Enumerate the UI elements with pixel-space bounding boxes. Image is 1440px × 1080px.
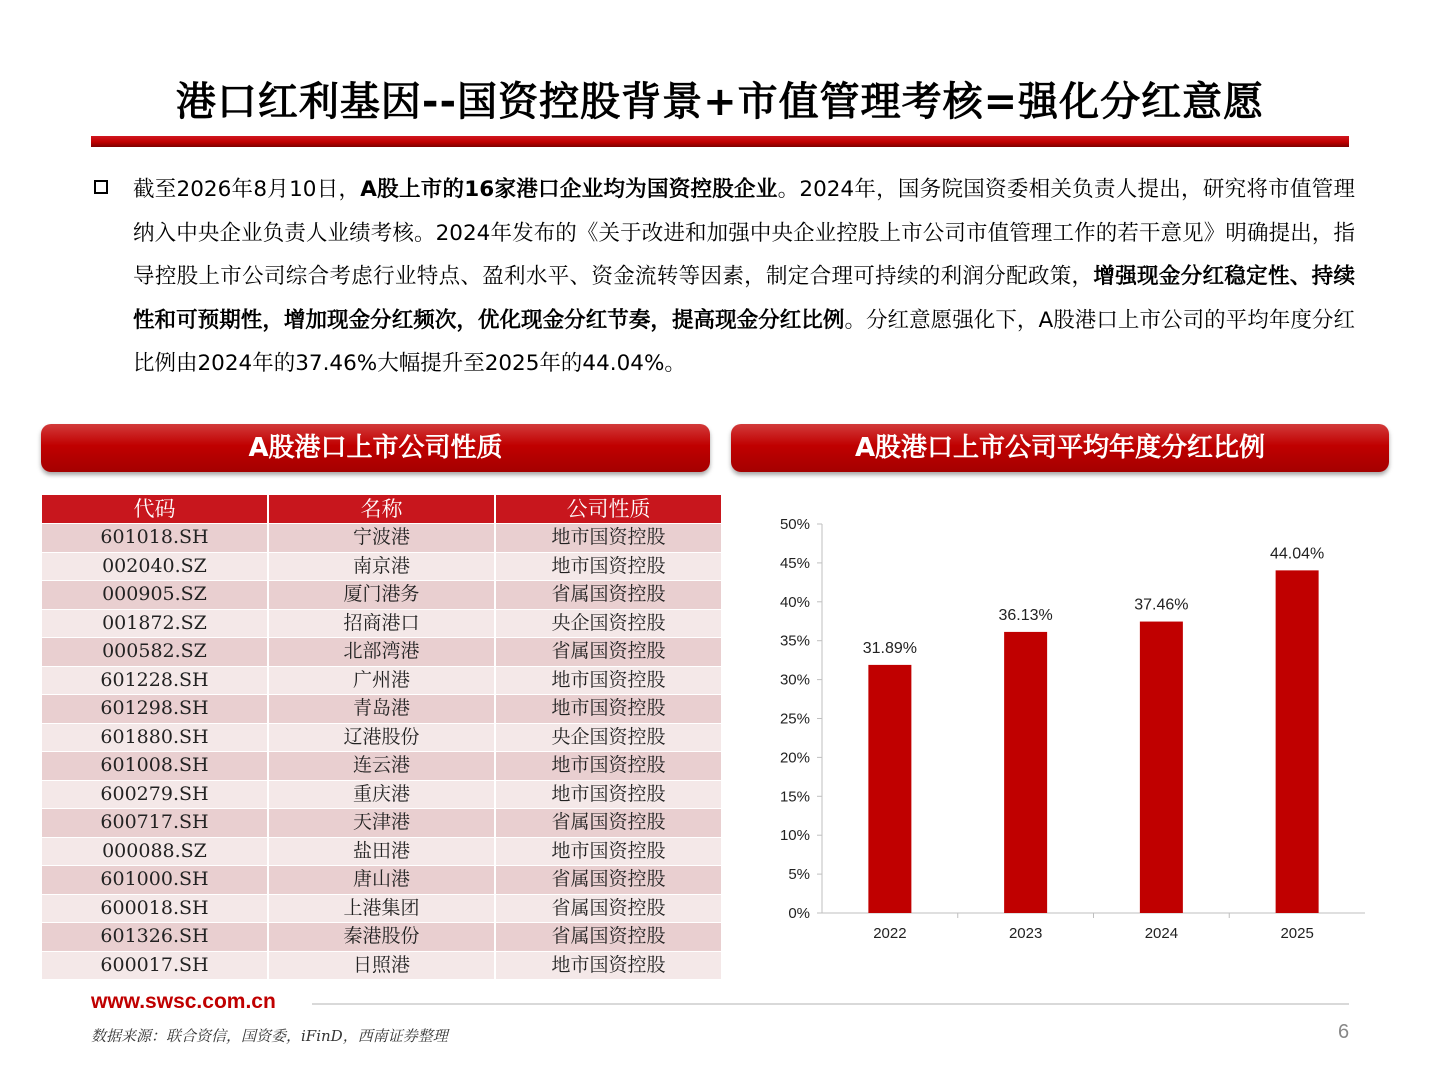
paragraph-bold-2: 增强现金分红稳定性、持续性和可预期性，增加现金分红频次，优化现金分红节奏，提高现金分红比例 (133, 264, 1355, 333)
table-row (42, 866, 721, 895)
y-tick-label: 50% (779, 516, 810, 533)
x-tick-label: 2023 (1008, 925, 1043, 942)
table-row (42, 809, 721, 838)
bar-2024 (1140, 622, 1183, 913)
cell-name: 连云港 (268, 752, 495, 781)
data-label: 44.04% (1269, 545, 1325, 563)
x-tick-label: 2022 (873, 925, 907, 942)
page-number: 6 (1338, 1021, 1350, 1043)
cell-nature: 省属国资控股 (495, 894, 721, 923)
table-row (42, 780, 721, 809)
cell-code: 002040.SZ (42, 552, 268, 581)
table-body (42, 524, 721, 980)
y-tick-label: 40% (779, 593, 810, 611)
cell-name: 唐山港 (268, 866, 495, 895)
cell-nature: 省属国资控股 (495, 809, 721, 838)
cell-nature: 地市国资控股 (495, 695, 721, 724)
table-row (42, 666, 721, 695)
table-row (42, 552, 721, 581)
cell-name: 广州港 (268, 666, 495, 695)
cell-code: 601298.SH (42, 695, 268, 724)
table-row (42, 581, 721, 610)
column-header-nature: 公司性质 (495, 495, 721, 524)
cell-name: 南京港 (268, 552, 495, 581)
title-underline-bar (91, 136, 1349, 147)
table-row (42, 723, 721, 752)
square-bullet-icon (94, 180, 108, 194)
table-row (42, 894, 721, 923)
cell-nature: 省属国资控股 (495, 866, 721, 895)
data-source-note: 数据来源：联合资信，国资委，iFinD，西南证券整理 (91, 1027, 448, 1045)
cell-code: 000582.SZ (42, 638, 268, 667)
x-tick-label: 2024 (1144, 925, 1179, 942)
table-row (42, 923, 721, 952)
data-label: 37.46% (1134, 596, 1189, 614)
cell-name: 上港集团 (268, 894, 495, 923)
bar-2023 (1004, 632, 1047, 913)
company-nature-header: A股港口上市公司性质 (41, 424, 710, 472)
cell-nature: 地市国资控股 (495, 552, 721, 581)
y-tick-label: 0% (788, 905, 810, 922)
cell-nature: 地市国资控股 (495, 951, 721, 979)
table-row (42, 695, 721, 724)
table-row (42, 638, 721, 667)
dividend-ratio-header: A股港口上市公司平均年度分红比例 (731, 424, 1389, 472)
bar-2025 (1276, 570, 1319, 913)
y-tick-label: 15% (779, 788, 810, 806)
y-tick-label: 35% (779, 632, 810, 650)
table-row (42, 609, 721, 638)
cell-name: 天津港 (268, 809, 495, 838)
cell-nature: 地市国资控股 (495, 837, 721, 866)
cell-nature: 地市国资控股 (495, 780, 721, 809)
column-header-name: 名称 (268, 495, 495, 524)
y-tick-label: 20% (779, 749, 810, 767)
y-tick-label: 5% (788, 866, 810, 884)
cell-code: 600717.SH (42, 809, 268, 838)
cell-code: 600279.SH (42, 780, 268, 809)
cell-name: 招商港口 (268, 609, 495, 638)
page-title: 港口红利基因--国资控股背景+市值管理考核=强化分红意愿 (175, 79, 1265, 125)
cell-nature: 地市国资控股 (495, 666, 721, 695)
cell-code: 600017.SH (42, 951, 268, 979)
cell-nature: 省属国资控股 (495, 923, 721, 952)
cell-code: 601880.SH (42, 723, 268, 752)
data-label: 36.13% (998, 606, 1053, 624)
cell-code: 001872.SZ (42, 609, 268, 638)
cell-code: 601228.SH (42, 666, 268, 695)
cell-name: 盐田港 (268, 837, 495, 866)
cell-name: 宁波港 (268, 524, 495, 553)
footer-url: www.swsc.com.cn (91, 990, 276, 1013)
cell-name: 重庆港 (268, 780, 495, 809)
table-row (42, 837, 721, 866)
cell-code: 600018.SH (42, 894, 268, 923)
cell-nature: 地市国资控股 (495, 524, 721, 553)
paragraph-bold-1: A股上市的16家港口企业均为国资控股企业 (360, 177, 778, 202)
cell-name: 秦港股份 (268, 923, 495, 952)
cell-nature: 地市国资控股 (495, 752, 721, 781)
cell-code: 000088.SZ (42, 837, 268, 866)
column-header-code: 代码 (42, 495, 268, 524)
y-tick-label: 10% (779, 827, 810, 845)
cell-name: 青岛港 (268, 695, 495, 724)
cell-nature: 省属国资控股 (495, 638, 721, 667)
footer-divider (312, 1003, 1349, 1005)
paragraph-text-1: 截至2026年8月10日， (133, 177, 361, 202)
x-tick-label: 2025 (1280, 925, 1314, 942)
table-row (42, 752, 721, 781)
dividend-ratio-bar-chart (740, 500, 1380, 960)
cell-code: 601000.SH (42, 866, 268, 895)
data-label: 31.89% (862, 639, 918, 657)
paragraph-text-3: 。分红意愿强化下，A股港口上市公司的平均年度分红比例由2024年的37.46%大幅提升至2025年的44.04%。 (133, 307, 1355, 376)
cell-code: 601018.SH (42, 524, 268, 553)
paragraph-text-2: 。2024年，国务院国资委相关负责人提出，研究将市值管理纳入中央企业负责人业绩考核。2024年发布的《关于改进和加强中央企业控股上市公司市值管理工作的若干意见》明确提出，指导控股上市公司综合考虑行业特点、盈利水平、资金流转等因素，制定合理可持续的利润分配政策， (133, 177, 1355, 289)
table-header-row (42, 495, 721, 524)
summary-paragraph (133, 168, 1355, 386)
y-tick-label: 30% (779, 671, 810, 689)
cell-name: 日照港 (268, 951, 495, 979)
y-tick-label: 25% (779, 710, 810, 728)
cell-name: 北部湾港 (268, 638, 495, 667)
cell-code: 000905.SZ (42, 581, 268, 610)
y-tick-label: 45% (779, 554, 810, 572)
cell-code: 601326.SH (42, 923, 268, 952)
cell-nature: 央企国资控股 (495, 609, 721, 638)
cell-name: 厦门港务 (268, 581, 495, 610)
cell-code: 601008.SH (42, 752, 268, 781)
cell-nature: 央企国资控股 (495, 723, 721, 752)
table-row (42, 524, 721, 553)
cell-nature: 省属国资控股 (495, 581, 721, 610)
cell-name: 辽港股份 (268, 723, 495, 752)
bar-2022 (868, 665, 911, 913)
table-row (42, 951, 721, 979)
company-nature-table (42, 495, 721, 979)
